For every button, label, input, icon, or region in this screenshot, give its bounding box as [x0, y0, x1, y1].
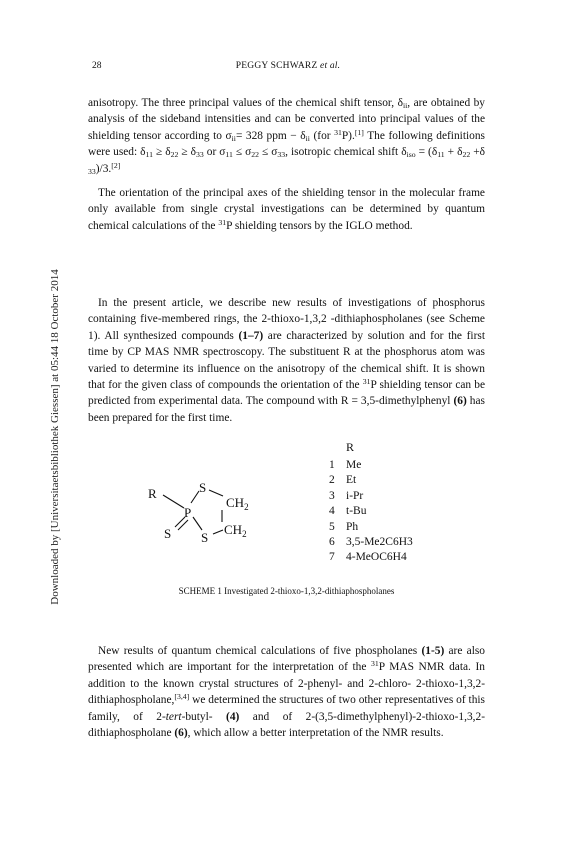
paragraph-4: New results of quantum chemical calculations of five phospholanes (1-5) are also presented which are important for the interpretation of the $^{31}$P MAS NMR data. In addition to the known crystal structures of 2-phenyl- and 2-chloro- 2-thioxo-1,3,2-dithiaphospholane,[3,4] we determined the structures of two other representatives of this family, of 2-tert-butyl- (4) and of 2-(3,5-dimethylphenyl)-2-thioxo-1,3,2-dithiaphospholane (6), which allow a better interpretation of the NMR results. — [88, 645, 485, 740]
compound-number: 1 — [329, 459, 335, 471]
compound-row — [329, 535, 413, 550]
substituent-name: i-Pr — [346, 489, 364, 502]
substituent-name: t-Bu — [346, 505, 367, 518]
compound-list — [329, 458, 413, 566]
citation: [1] — [354, 127, 364, 137]
ring-sulfur-label: S — [199, 480, 207, 495]
page-number: 28 — [92, 61, 102, 71]
paragraph-3: In the present article, we describe new results of investigations of phosphorus containing five-membered rings, the 2-thioxo-1,3,2 -dithiaphospholanes (see Scheme 1). All synthesized compounds (1–7) are characterized by solution and for the first time by CP MAS NMR spectroscopy. The substituent R at the phosphorus atom was varied to determine its influence on the anisotropy of the chemical shift. It is shown that for the given class of compounds the orientation of the $^{31}$P shielding tensor can be predicted from experimental data. The compound with R = 3,5-dimethylphenyl (6) has been prepared for the first time. — [88, 297, 485, 424]
dithiaphospholane-structure — [140, 478, 300, 558]
substituent-name: Me — [346, 459, 362, 471]
r-substituent-label: R — [148, 486, 157, 501]
paragraph-2: The orientation of the principal axes of the shielding tensor in the molecular frame only available from single crystal investigations can be determined by quantum chemical calculations of the $^{31}$P shielding tensors by the IGLO method. — [88, 187, 485, 232]
substituent-name: Et — [346, 474, 357, 487]
page-header — [92, 61, 484, 75]
phosphorus-label: P — [184, 505, 192, 520]
download-watermark: Downloaded by [Universitaetsbibliothek Giessen] at 05:44 18 October 2014 — [49, 269, 61, 605]
compound-row — [329, 550, 413, 565]
compound-number: 7 — [329, 551, 335, 564]
compound-row — [329, 473, 413, 488]
ring-sulfur-label: S — [201, 530, 209, 545]
running-head: PEGGY SCHWARZ et al. — [235, 61, 341, 71]
compound-number: 3 — [329, 489, 335, 502]
substituent-name: 3,5-Me2C6H3 — [346, 535, 413, 548]
compound-number: 6 — [329, 535, 335, 548]
substituent-name: Ph — [346, 520, 359, 533]
substituent-column-header: R — [346, 440, 355, 454]
citation: [3,4] — [174, 692, 190, 702]
citation: [2] — [111, 160, 121, 170]
scheme-caption: SCHEME 1 Investigated 2-thioxo-1,3,2-dithiaphospholanes — [178, 586, 395, 596]
thioxo-sulfur-label: S — [164, 526, 172, 541]
substituent-name: 4-MeOC6H4 — [346, 551, 407, 564]
compound-number: 2 — [329, 474, 335, 487]
compound-row — [329, 520, 413, 535]
structure-drawing — [140, 478, 300, 558]
compound-row — [329, 489, 413, 504]
ring-methylene-label: $CH_2$ — [224, 522, 247, 539]
paragraph-1: anisotropy. The three principal values of the chemical shift tensor, $\delta_{ii}$, are obtained by analysis of the sideband intensities and can be converted into principal values of the shielding tensor according to $\sigma_{ii}= 328$ ppm − $\delta_{ii}$ (for $^{31}$P).[1] The following definitions were used: $\delta_{11} \ge \delta_{22} \ge \delta_{33}$ or $\sigma_{11} \le \sigma_{22} \le \sigma_{33}$, isotropic chemical shift $\delta_{iso} = (\delta_{11} + \delta_{22} +\delta$ $_{33}$)/3.[2] — [88, 97, 485, 176]
compound-number: 5 — [329, 520, 335, 533]
compound-number: 4 — [329, 505, 335, 518]
ring-methylene-label: $CH_2$ — [226, 495, 249, 512]
compound-row — [329, 504, 413, 519]
compound-row — [329, 458, 413, 473]
